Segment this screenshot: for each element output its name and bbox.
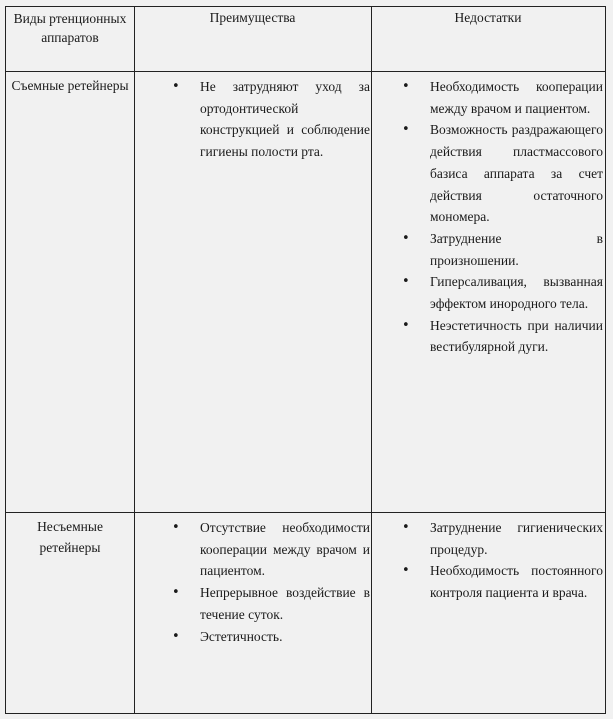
- row-divider: [6, 71, 605, 72]
- list-item: • Возможность раздражающего действия пластмассового базиса аппарата за счет действия остаточного мономера.: [402, 119, 603, 228]
- list-item: • Не затрудняют уход за ортодонтической конструкцией и соблюдение гигиены полости рта.: [172, 76, 370, 163]
- list-item: • Необходимость кооперации между врачом и пациентом.: [402, 76, 603, 119]
- list-item: • Затруднение в произношении.: [402, 228, 603, 271]
- list-item: • Затруднение гигиенических процедур.: [402, 517, 603, 560]
- header-disadvantages: Недостатки: [454, 10, 522, 25]
- row-removable-disadvantages: [402, 76, 603, 358]
- header-type: Виды ртенционных аппаратов: [13, 11, 127, 45]
- list-item: • Непрерывное воздействие в течение суток.: [172, 582, 370, 625]
- list-item: • Эстетичность.: [172, 626, 370, 648]
- row-removable-advantages: [172, 76, 370, 163]
- list-item: • Неэстетичность при наличии вестибулярной дуги.: [402, 315, 603, 358]
- row-fixed-disadvantages: [402, 517, 603, 604]
- column-divider: [371, 7, 372, 713]
- column-divider: [134, 7, 135, 713]
- list-item: • Гиперсаливация, вызванная эффектом инородного тела.: [402, 271, 603, 314]
- row-divider: [6, 512, 605, 513]
- list-item: • Необходимость постоянного контроля пациента и врача.: [402, 560, 603, 603]
- row-removable-type: Съемные ретейнеры: [11, 78, 129, 93]
- retainer-comparison-table: [5, 6, 606, 714]
- row-fixed-advantages: [172, 517, 370, 647]
- list-item: • Отсутствие необходимости кооперации между врачом и пациентом.: [172, 517, 370, 582]
- header-advantages: Преимущества: [209, 10, 296, 25]
- row-fixed-type: Несъемные ретейнеры: [37, 519, 103, 555]
